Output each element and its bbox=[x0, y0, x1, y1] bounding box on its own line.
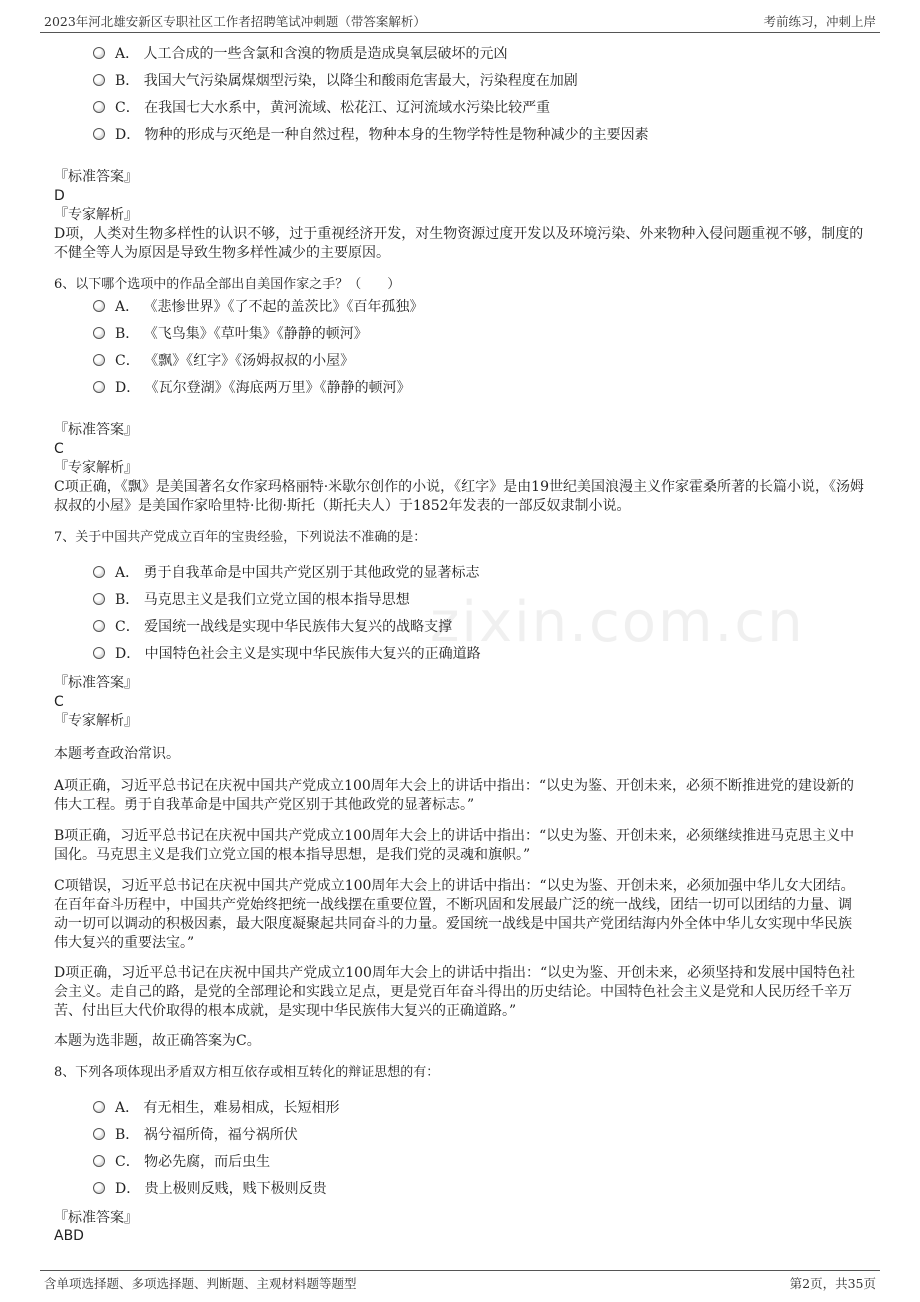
radio-icon[interactable] bbox=[93, 647, 105, 659]
radio-icon[interactable] bbox=[93, 620, 105, 632]
watermark: zixin.com.cn bbox=[430, 590, 805, 655]
q5-answer: D bbox=[54, 188, 65, 204]
q7-analysis-conclusion: 本题为选非题，故正确答案为C。 bbox=[54, 1033, 261, 1049]
header-title: 2023年河北雄安新区专职社区工作者招聘笔试冲刺题（带答案解析） bbox=[44, 14, 426, 29]
q7-option-b[interactable]: B． 马克思主义是我们立党立国的根本指导思想 bbox=[93, 590, 410, 610]
q8-option-a[interactable]: A． 有无相生，难易相成，长短相形 bbox=[93, 1098, 340, 1118]
q7-analysis-intro: 本题考查政治常识。 bbox=[54, 746, 180, 762]
q7-option-c[interactable]: C． 爱国统一战线是实现中华民族伟大复兴的战略支撑 bbox=[93, 617, 452, 637]
footer-note: 含单项选择题、多项选择题、判断题、主观材料题等题型 bbox=[44, 1276, 357, 1291]
q8-answer-label: 『标准答案』 bbox=[54, 1210, 138, 1226]
radio-icon[interactable] bbox=[93, 300, 105, 312]
q7-analysis-label: 『专家解析』 bbox=[54, 713, 138, 729]
radio-icon[interactable] bbox=[93, 1155, 105, 1167]
q8-question: 8、下列各项体现出矛盾双方相互依存或相互转化的辩证思想的有： bbox=[54, 1065, 440, 1080]
q6-option-c[interactable]: C． 《飘》《红字》《汤姆叔叔的小屋》 bbox=[93, 351, 354, 371]
q5-option-b[interactable]: B． 我国大气污染属煤烟型污染，以降尘和酸雨危害最大，污染程度在加剧 bbox=[93, 71, 578, 91]
q5-option-c[interactable]: C． 在我国七大水系中，黄河流域、松花江、辽河流域水污染比较严重 bbox=[93, 98, 550, 118]
q5-analysis: D项，人类对生物多样性的认识不够，过于重视经济开发，对生物资源过度开发以及环境污染、外来物种入侵问题重视不够，制度的不健全等人为原因是导致生物多样性减少的主要原因。 bbox=[54, 226, 864, 261]
radio-icon[interactable] bbox=[93, 74, 105, 86]
q8-answer: ABD bbox=[54, 1228, 84, 1244]
radio-icon[interactable] bbox=[93, 47, 105, 59]
q7-answer: C bbox=[54, 694, 64, 710]
radio-icon[interactable] bbox=[93, 566, 105, 578]
q6-answer-label: 『标准答案』 bbox=[54, 422, 138, 438]
q7-option-d[interactable]: D． 中国特色社会主义是实现中华民族伟大复兴的正确道路 bbox=[93, 644, 481, 664]
header-slogan: 考前练习，冲刺上岸 bbox=[763, 14, 876, 29]
radio-icon[interactable] bbox=[93, 128, 105, 140]
q8-option-c[interactable]: C． 物必先腐，而后虫生 bbox=[93, 1152, 270, 1172]
q7-analysis-c: C项错误，习近平总书记在庆祝中国共产党成立100周年大会上的讲话中指出：“以史为鉴、开创未来，必须加强中华儿女大团结。在百年奋斗历程中，中国共产党始终把统一战线摆在重要位置，不断巩固和发展最广泛的统一战线，团结一切可以团结的力量、调动一切可以调动的积极因素，最大限度凝聚起共同奋斗的力量。爱国统一战线是中国共产党团结海内外全体中华儿女实现中华民族伟大复兴的重要法宝。” bbox=[54, 878, 855, 951]
radio-icon[interactable] bbox=[93, 593, 105, 605]
q5-answer-label: 『标准答案』 bbox=[54, 169, 138, 185]
q8-option-b[interactable]: B． 祸兮福所倚，福兮祸所伏 bbox=[93, 1125, 298, 1145]
radio-icon[interactable] bbox=[93, 101, 105, 113]
q7-answer-label: 『标准答案』 bbox=[54, 675, 138, 691]
radio-icon[interactable] bbox=[93, 1101, 105, 1113]
q6-analysis-label: 『专家解析』 bbox=[54, 460, 138, 476]
q6-option-a[interactable]: A． 《悲惨世界》《了不起的盖茨比》《百年孤独》 bbox=[93, 297, 424, 317]
page-footer bbox=[40, 1270, 880, 1295]
q5-option-d[interactable]: D． 物种的形成与灭绝是一种自然过程，物种本身的生物学特性是物种减少的主要因素 bbox=[93, 125, 649, 145]
radio-icon[interactable] bbox=[93, 354, 105, 366]
radio-icon[interactable] bbox=[93, 1128, 105, 1140]
radio-icon[interactable] bbox=[93, 381, 105, 393]
q6-option-d[interactable]: D． 《瓦尔登湖》《海底两万里》《静静的顿河》 bbox=[93, 378, 411, 398]
page-number: 第2页，共35页 bbox=[789, 1276, 876, 1291]
q8-option-d[interactable]: D． 贵上极则反贱，贱下极则反贵 bbox=[93, 1179, 327, 1199]
q7-analysis-a: A项正确，习近平总书记在庆祝中国共产党成立100周年大会上的讲话中指出：“以史为鉴、开创未来，必须不断推进党的建设新的伟大工程。勇于自我革命是中国共产党区别于其他政党的显著标志。” bbox=[54, 778, 854, 813]
radio-icon[interactable] bbox=[93, 1182, 105, 1194]
q6-analysis: C项正确，《飘》是美国著名女作家玛格丽特·米歇尔创作的小说，《红字》是由19世纪美国浪漫主义作家霍桑所著的长篇小说，《汤姆叔叔的小屋》是美国作家哈里特·比彻·斯托（斯托夫人）于1852年发表的一部反奴隶制小说。 bbox=[54, 479, 864, 514]
q6-option-b[interactable]: B． 《飞鸟集》《草叶集》《静静的顿河》 bbox=[93, 324, 368, 344]
q6-answer: C bbox=[54, 441, 64, 457]
q7-question: 7、关于中国共产党成立百年的宝贵经验，下列说法不准确的是： bbox=[54, 530, 427, 545]
q6-question: 6、以下哪个选项中的作品全部出自美国作家之手？（ ） bbox=[54, 277, 401, 292]
q7-analysis-d: D项正确，习近平总书记在庆祝中国共产党成立100周年大会上的讲话中指出：“以史为鉴、开创未来，必须坚持和发展中国特色社会主义。走自己的路，是党的全部理论和实践立足点，更是党百年奋斗得出的历史结论。中国特色社会主义是党和人民历经千辛万苦、付出巨大代价取得的根本成就，是实现中华民族伟大复兴的正确道路。” bbox=[54, 965, 856, 1019]
q5-option-a[interactable]: A． 人工合成的一些含氯和含溴的物质是造成臭氧层破坏的元凶 bbox=[93, 44, 508, 64]
radio-icon[interactable] bbox=[93, 327, 105, 339]
q7-option-a[interactable]: A． 勇于自我革命是中国共产党区别于其他政党的显著标志 bbox=[93, 563, 480, 583]
q7-analysis-b: B项正确，习近平总书记在庆祝中国共产党成立100周年大会上的讲话中指出：“以史为鉴、开创未来，必须继续推进马克思主义中国化。马克思主义是我们立党立国的根本指导思想，是我们党的灵魂和旗帜。” bbox=[54, 828, 855, 863]
q5-analysis-label: 『专家解析』 bbox=[54, 207, 138, 223]
page-header bbox=[40, 12, 880, 33]
